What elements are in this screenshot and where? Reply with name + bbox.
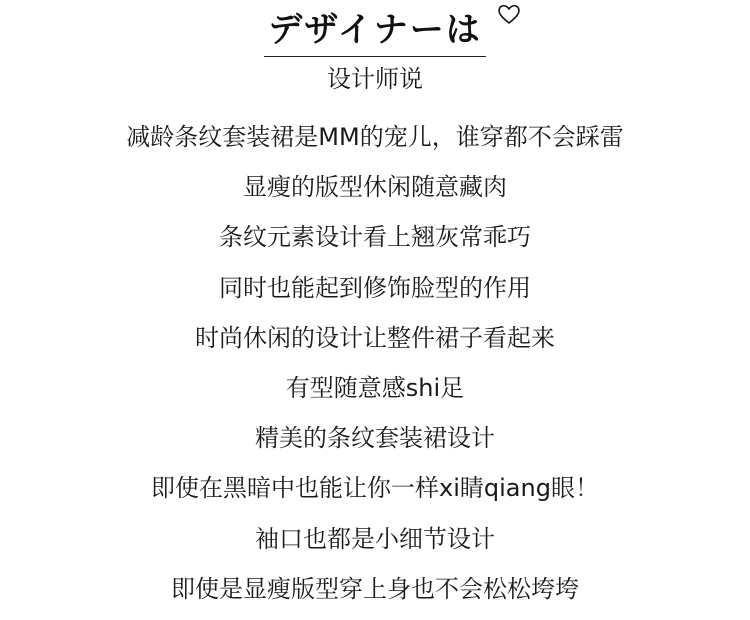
heart-outline-icon	[496, 2, 522, 26]
header	[0, 0, 750, 100]
description-line: 即使是显瘦版型穿上身也不会松松垮垮	[171, 574, 579, 603]
description-line: 时尚休闲的设计让整件裙子看起来	[195, 323, 555, 352]
description-line: 精美的条纹套装裙设计	[255, 424, 495, 453]
description-line: 有型随意感shi足	[285, 373, 465, 402]
subtitle: 设计师说	[327, 65, 423, 93]
description-line: 条纹元素设计看上翘灰常乖巧	[219, 223, 531, 252]
page-title: デザイナーは	[268, 10, 482, 50]
title-underline	[264, 56, 486, 57]
description-line: 减龄条纹套装裙是MM的宠儿，谁穿都不会踩雷	[126, 123, 624, 151]
description-line: 即使在黑暗中也能让你一样xi睛qiang眼！	[151, 474, 599, 503]
description-lines	[0, 116, 750, 618]
description-line: 同时也能起到修饰脸型的作用	[219, 273, 531, 302]
description-line: 袖口也都是小细节设计	[255, 524, 495, 553]
description-line: 显瘦的版型休闲随意藏肉	[243, 173, 507, 202]
